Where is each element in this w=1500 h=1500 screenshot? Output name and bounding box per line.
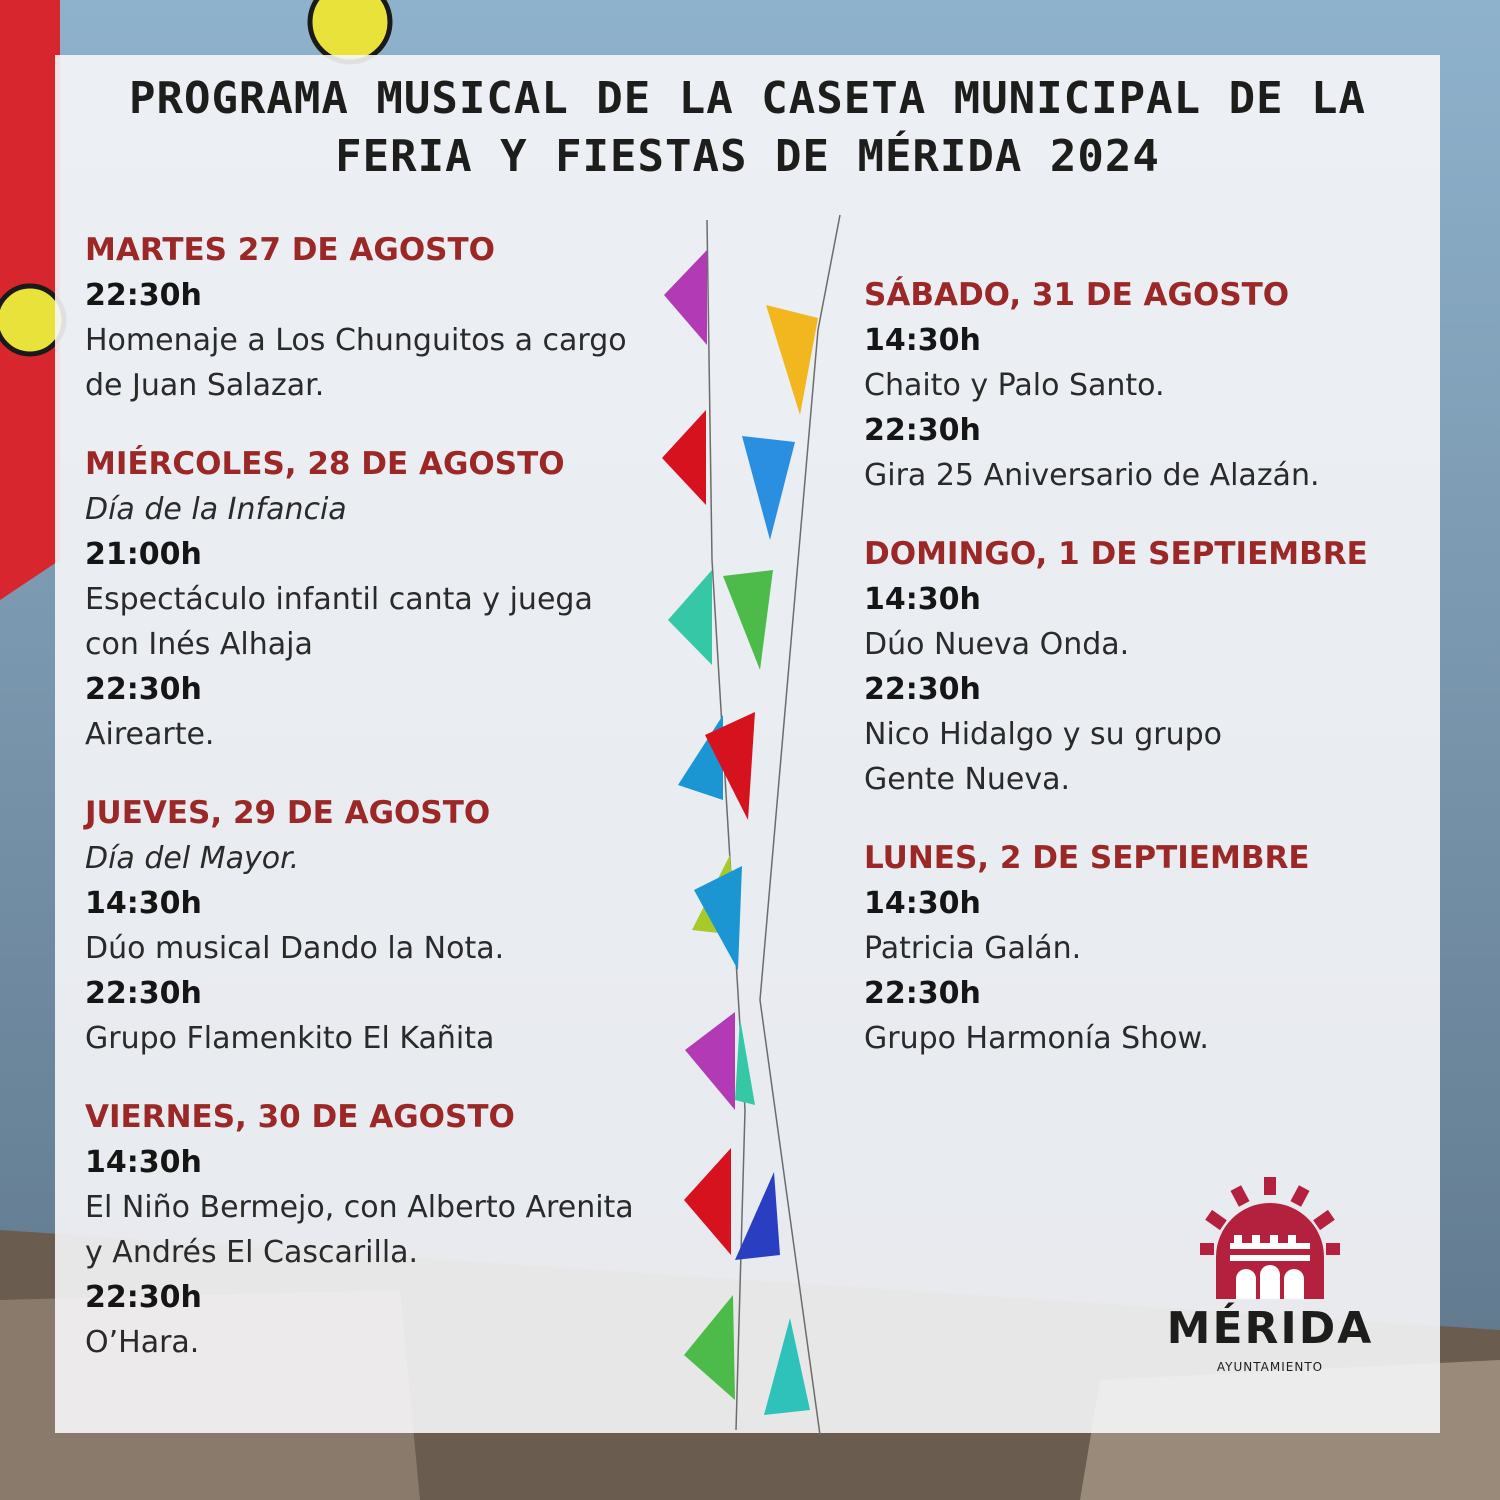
event-time: 14:30h bbox=[864, 886, 981, 921]
event-performer: de Juan Salazar. bbox=[85, 368, 325, 403]
event-performer: Gente Nueva. bbox=[864, 762, 1071, 797]
event-time: 22:30h bbox=[85, 672, 202, 707]
event-time: 14:30h bbox=[85, 1145, 202, 1180]
schedule-column-right bbox=[864, 273, 1424, 1095]
day-title: LUNES, 2 DE SEPTIEMBRE bbox=[864, 840, 1310, 876]
event-time: 22:30h bbox=[864, 976, 981, 1011]
day-title: DOMINGO, 1 DE SEPTIEMBRE bbox=[864, 536, 1368, 572]
event-performer: Gira 25 Aniversario de Alazán. bbox=[864, 458, 1320, 493]
day-title: MARTES 27 DE AGOSTO bbox=[85, 232, 496, 268]
event-time: 14:30h bbox=[864, 582, 981, 617]
day-block-domingo bbox=[864, 532, 1424, 802]
event-performer: Nico Hidalgo y su grupo bbox=[864, 717, 1223, 752]
event-time: 14:30h bbox=[864, 323, 981, 358]
event-performer: O’Hara. bbox=[85, 1325, 200, 1360]
event-performer: Patricia Galán. bbox=[864, 931, 1082, 966]
day-block-viernes bbox=[85, 1095, 665, 1365]
event-performer: con Inés Alhaja bbox=[85, 627, 313, 662]
event-time: 22:30h bbox=[85, 1280, 202, 1315]
schedule-column-left bbox=[85, 228, 665, 1399]
event-performer: Dúo musical Dando la Nota. bbox=[85, 931, 505, 966]
event-performer: y Andrés El Cascarilla. bbox=[85, 1235, 419, 1270]
event-performer: El Niño Bermejo, con Alberto Arenita bbox=[85, 1190, 634, 1225]
merida-logo bbox=[1150, 1175, 1390, 1375]
day-title: JUEVES, 29 DE AGOSTO bbox=[85, 795, 491, 831]
logo-subtitle: AYUNTAMIENTO bbox=[1216, 1360, 1324, 1374]
logo-name: MÉRIDA bbox=[1166, 1303, 1374, 1354]
day-block-martes bbox=[85, 228, 665, 408]
day-title: SÁBADO, 31 DE AGOSTO bbox=[864, 277, 1290, 313]
event-time: 22:30h bbox=[85, 278, 202, 313]
day-title: MIÉRCOLES, 28 DE AGOSTO bbox=[85, 446, 565, 482]
castle-bridge-icon bbox=[1190, 1175, 1350, 1305]
page-title-line-1: PROGRAMA MUSICAL DE LA CASETA MUNICIPAL DE LA bbox=[128, 73, 1367, 124]
event-time: 21:00h bbox=[85, 537, 202, 572]
event-time: 22:30h bbox=[85, 976, 202, 1011]
event-performer: Chaito y Palo Santo. bbox=[864, 368, 1165, 403]
event-performer: Dúo Nueva Onda. bbox=[864, 627, 1130, 662]
day-block-sabado bbox=[864, 273, 1424, 498]
page-title-line-2: FERIA Y FIESTAS DE MÉRIDA 2024 bbox=[335, 131, 1160, 182]
day-title: VIERNES, 30 DE AGOSTO bbox=[85, 1099, 515, 1135]
page-title bbox=[55, 70, 1440, 186]
day-block-jueves bbox=[85, 791, 665, 1061]
event-performer: Airearte. bbox=[85, 717, 215, 752]
day-block-miercoles bbox=[85, 442, 665, 757]
event-time: 14:30h bbox=[85, 886, 202, 921]
event-performer: Homenaje a Los Chunguitos a cargo bbox=[85, 323, 627, 358]
event-performer: Espectáculo infantil canta y juega bbox=[85, 582, 593, 617]
event-time: 22:30h bbox=[864, 413, 981, 448]
event-performer: Grupo Flamenkito El Kañita bbox=[85, 1021, 495, 1056]
day-subtitle: Día de la Infancia bbox=[85, 492, 347, 527]
event-performer: Grupo Harmonía Show. bbox=[864, 1021, 1209, 1056]
day-block-lunes bbox=[864, 836, 1424, 1061]
day-subtitle: Día del Mayor. bbox=[85, 841, 300, 876]
event-time: 22:30h bbox=[864, 672, 981, 707]
